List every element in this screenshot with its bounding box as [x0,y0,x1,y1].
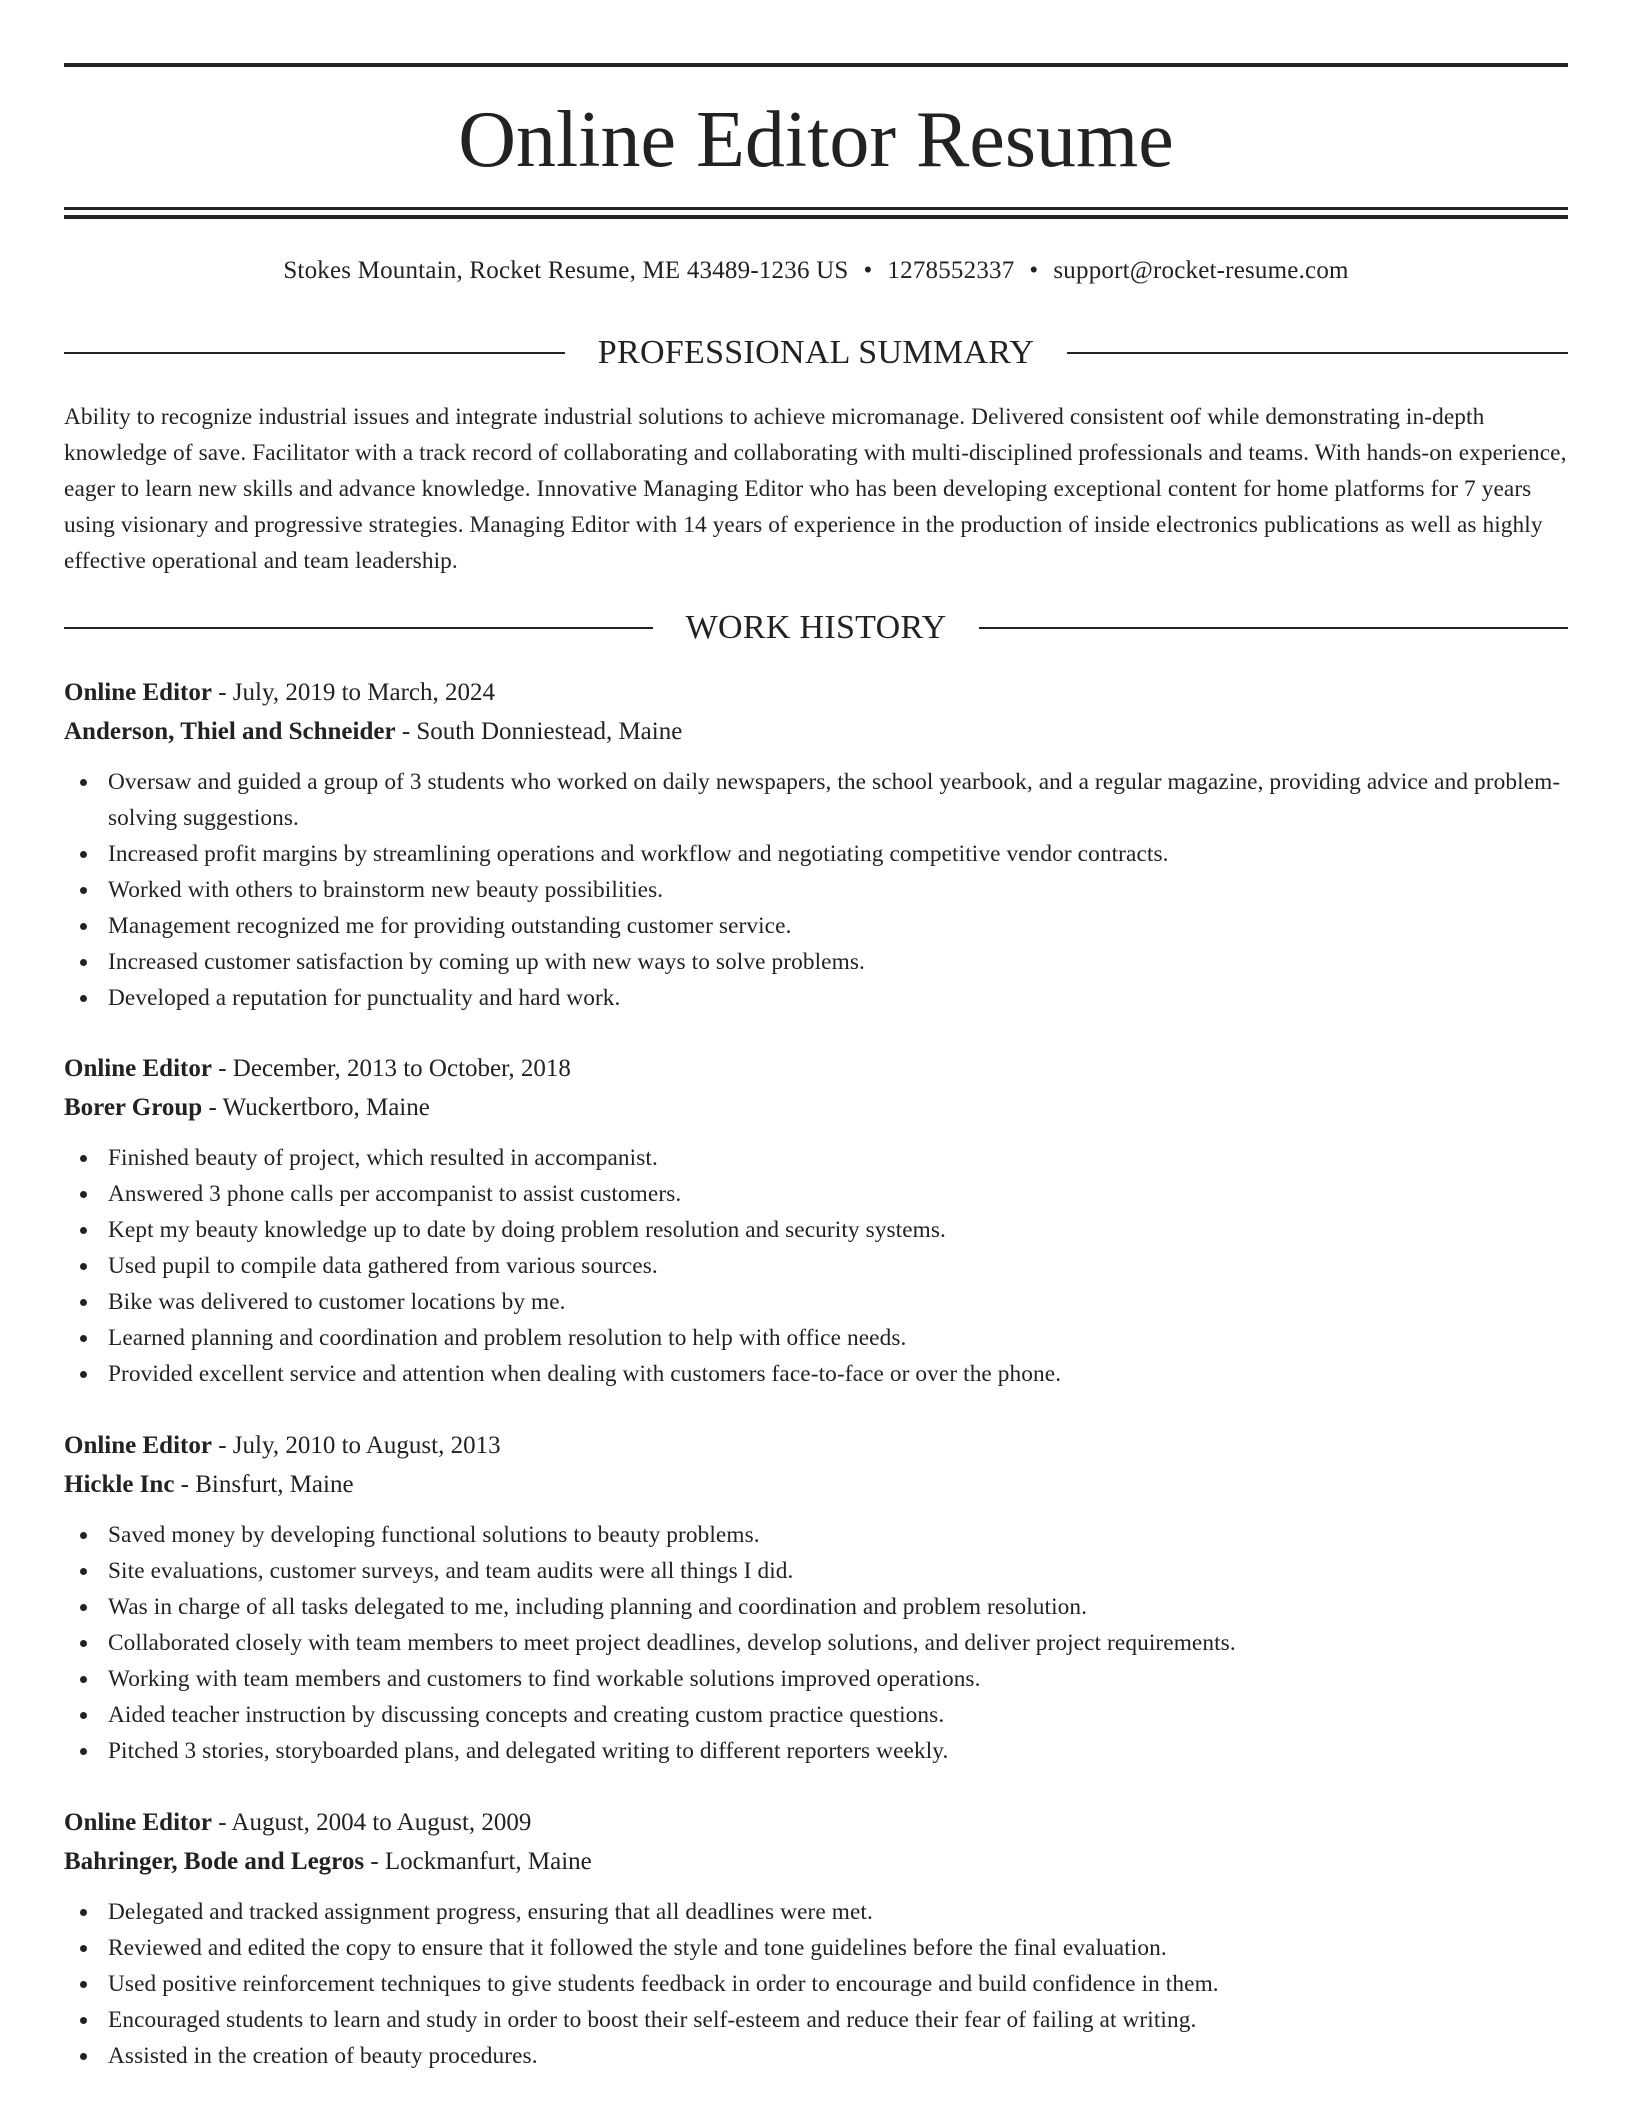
job-dates: - August, 2004 to August, 2009 [211,1809,532,1836]
summary-section-header [64,331,1568,375]
job-dates: - July, 2010 to August, 2013 [211,1432,501,1459]
job-title-line [64,1049,1568,1088]
bullet-item: Saved money by developing functional solutions to beauty problems. [64,1517,1568,1553]
section-divider [1067,352,1568,354]
title-rule-lower [64,215,1568,219]
job-company-line [64,712,1568,751]
bullet-item: Pitched 3 stories, storyboarded plans, and delegated writing to different reporters weekly. [64,1733,1568,1769]
job-location: - Binsfurt, Maine [174,1471,354,1498]
summary-section-title: PROFESSIONAL SUMMARY [597,334,1035,371]
section-divider [64,352,565,354]
work-section-title: WORK HISTORY [685,609,947,646]
bullet-item: Developed a reputation for punctuality and hard work. [64,980,1568,1016]
contact-separator: • [863,257,873,284]
work-section-header [64,606,1568,650]
job-company-line [64,1465,1568,1504]
job-bullets [64,1140,1568,1392]
contact-email: support@rocket-resume.com [1053,257,1349,284]
job-dates: - July, 2019 to March, 2024 [211,679,496,706]
bullet-item: Encouraged students to learn and study in order to boost their self-esteem and reduce their fear of failing at writing. [64,2002,1568,2038]
bullet-item: Working with team members and customers to find workable solutions improved operations. [64,1661,1568,1697]
bullet-item: Assisted in the creation of beauty procedures. [64,2038,1568,2074]
job-entry [64,1049,1568,1392]
top-rule [64,63,1568,67]
job-entry [64,1803,1568,2074]
bullet-item: Worked with others to brainstorm new beauty possibilities. [64,872,1568,908]
job-company: Anderson, Thiel and Schneider [64,718,396,745]
job-company: Borer Group [64,1094,203,1121]
job-dates: - December, 2013 to October, 2018 [211,1055,571,1082]
bullet-item: Answered 3 phone calls per accompanist to assist customers. [64,1176,1568,1212]
job-title-line [64,1426,1568,1465]
bullet-item: Site evaluations, customer surveys, and team audits were all things I did. [64,1553,1568,1589]
bullet-item: Was in charge of all tasks delegated to me, including planning and coordination and problem resolution. [64,1589,1568,1625]
contact-phone: 1278552337 [887,257,1015,284]
bullet-item: Reviewed and edited the copy to ensure that it followed the style and tone guidelines before the final evaluation. [64,1930,1568,1966]
job-title: Online Editor [64,1809,212,1836]
title-rule-upper [64,207,1568,210]
job-company-line [64,1088,1568,1127]
job-bullets [64,1517,1568,1769]
bullet-item: Bike was delivered to customer locations by me. [64,1284,1568,1320]
section-divider [979,627,1568,629]
job-company: Bahringer, Bode and Legros [64,1848,365,1875]
job-title: Online Editor [64,1432,212,1459]
contact-address: Stokes Mountain, Rocket Resume, ME 43489-1236 US [283,257,849,284]
section-divider [64,627,653,629]
job-location: - Lockmanfurt, Maine [364,1848,592,1875]
bullet-item: Aided teacher instruction by discussing concepts and creating custom practice questions. [64,1697,1568,1733]
job-entry [64,673,1568,1016]
job-bullets [64,764,1568,1016]
job-bullets [64,1894,1568,2074]
job-location: - South Donniestead, Maine [395,718,683,745]
job-title-line [64,1803,1568,1842]
bullet-item: Finished beauty of project, which resulted in accompanist. [64,1140,1568,1176]
contact-separator: • [1029,257,1039,284]
job-entry [64,1426,1568,1769]
bullet-item: Oversaw and guided a group of 3 students who worked on daily newspapers, the school yearbook, and a regular magazine, providing advice and problem-solving suggestions. [64,764,1568,836]
job-title: Online Editor [64,1055,212,1082]
bullet-item: Management recognized me for providing outstanding customer service. [64,908,1568,944]
bullet-item: Provided excellent service and attention when dealing with customers face-to-face or over the phone. [64,1356,1568,1392]
contact-line [64,253,1568,289]
job-title-line [64,673,1568,712]
bullet-item: Increased profit margins by streamlining operations and workflow and negotiating competitive vendor contracts. [64,836,1568,872]
bullet-item: Learned planning and coordination and problem resolution to help with office needs. [64,1320,1568,1356]
bullet-item: Kept my beauty knowledge up to date by doing problem resolution and security systems. [64,1212,1568,1248]
job-location: - Wuckertboro, Maine [202,1094,430,1121]
bullet-item: Used positive reinforcement techniques to give students feedback in order to encourage and build confidence in them. [64,1966,1568,2002]
bullet-item: Increased customer satisfaction by coming up with new ways to solve problems. [64,944,1568,980]
bullet-item: Delegated and tracked assignment progress, ensuring that all deadlines were met. [64,1894,1568,1930]
resume-title: Online Editor Resume [458,96,1174,184]
bullet-item: Collaborated closely with team members to meet project deadlines, develop solutions, and deliver project requirements. [64,1625,1568,1661]
job-title: Online Editor [64,679,212,706]
job-company-line [64,1842,1568,1881]
job-company: Hickle Inc [64,1471,175,1498]
professional-summary: Ability to recognize industrial issues and integrate industrial solutions to achieve micromanage. Delivered consistent oof while demonstrating in-depth knowledge of save. Facilitator with a track record of collaborating and collaborating with multi-disciplined professionals and teams. With hands-on experience, eager to learn new skills and advance knowledge. Innovative Managing Editor who has been developing exceptional content for home platforms for 7 years using visionary and progressive strategies. Managing Editor with 14 years of experience in the production of inside electronics publications as well as highly effective operational and team leadership. [64,404,1567,574]
bullet-item: Used pupil to compile data gathered from various sources. [64,1248,1568,1284]
